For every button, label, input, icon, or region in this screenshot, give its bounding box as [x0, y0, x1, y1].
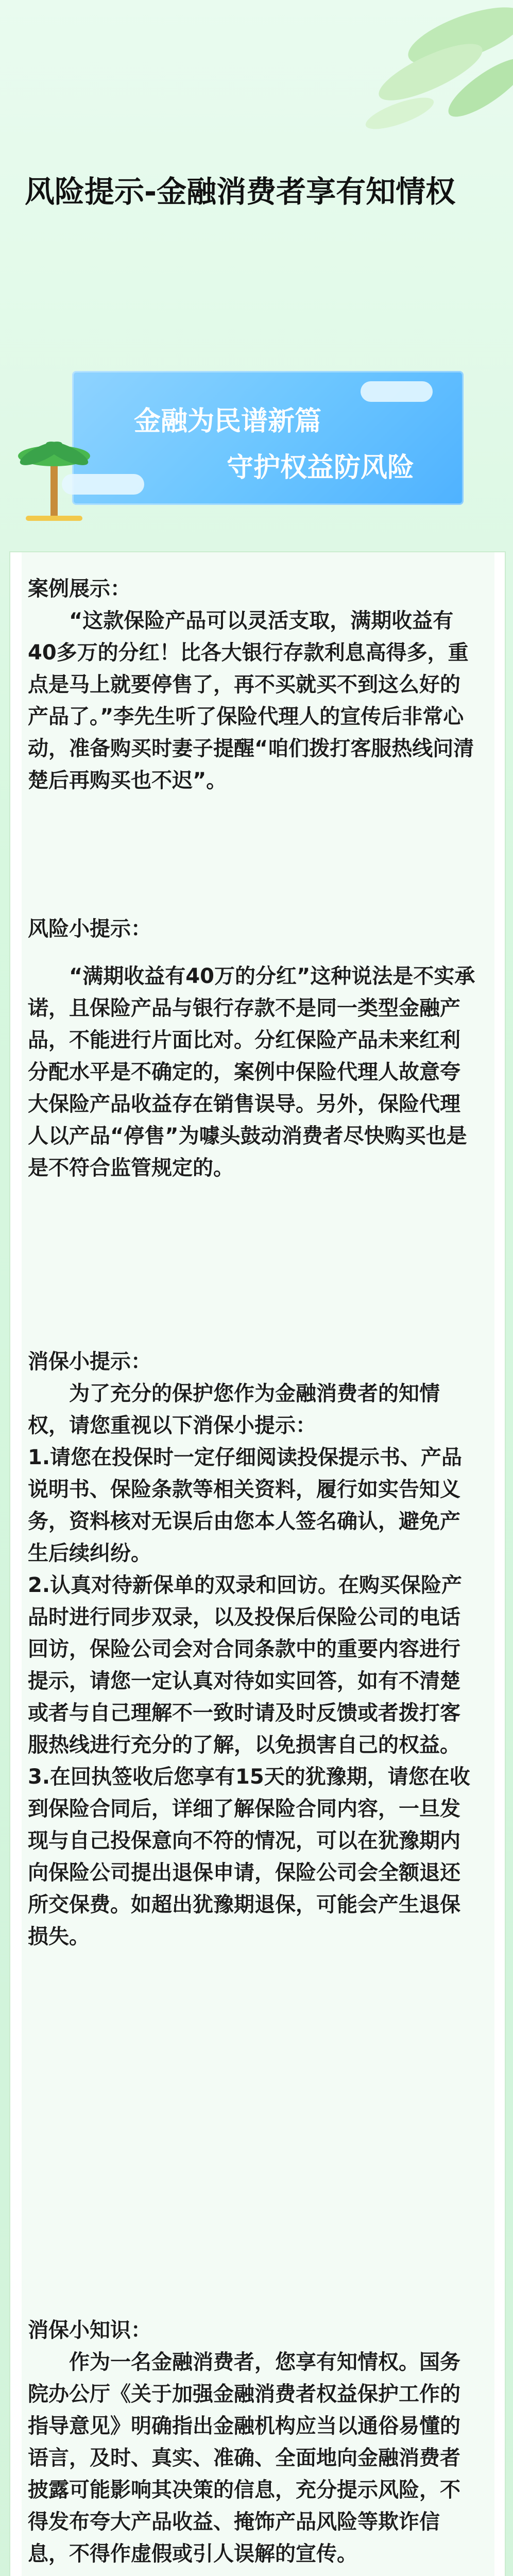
- knowledge-heading: 消保小知识：: [28, 2318, 151, 2342]
- leaf-decoration-icon: [297, 0, 513, 155]
- consumer-tip-item-3: 3.在回执签收后您享有15天的犹豫期，请您在收到保险合同后，详细了解保险合同内容，一旦发现与自己投保意向不符的情况，可以在犹豫期内向保险公司提出退保申请，保险公司会全额退还所交保费。如超出犹豫期退保，可能会产生退保损失。: [28, 1765, 470, 1948]
- consumer-tip-item-1: 1.请您在投保时一定仔细阅读投保提示书、产品说明书、保险条款等相关资料，履行如实告知义务，资料核对无误后由您本人签名确认，避免产生后续纠纷。: [28, 1446, 463, 1565]
- theme-banner: [72, 371, 464, 505]
- knowledge-text: 作为一名金融消费者，您享有知情权。国务院办公厅《关于加强金融消费者权益保护工作的指导意见》明确指出金融机构应当以通俗易懂的语言，及时、真实、准确、全面地向金融消费者披露可能影响其决策的信息，充分提示风险，不得发布夸大产品收益、掩饰产品风险等欺诈信息，不得作虚假或引人误解的宣传。: [28, 2350, 460, 2566]
- risk-tip-heading: 风险小提示：: [28, 917, 151, 941]
- consumer-tip-intro: 为了充分的保护您作为金融消费者的知情权，请您重视以下消保小提示：: [28, 1382, 440, 1437]
- page-title: 风险提示-金融消费者享有知情权: [25, 174, 456, 209]
- knowledge-section: [28, 2314, 476, 2570]
- case-text: “这款保险产品可以灵活支取，满期收益有40多万的分红！比各大银行存款利息高得多，重点是马上就要停售了，再不买就买不到这么好的产品了。”李先生听了保险代理人的宣传后非常心动，准备购买时妻子提醒“咱们拨打客服热线问清楚后再购买也不迟”。: [28, 609, 474, 792]
- banner-line-2: 守护权益防风险: [227, 452, 415, 483]
- consumer-tip-heading: 消保小提示：: [28, 1350, 151, 1374]
- case-heading: 案例展示：: [28, 577, 131, 601]
- consumer-protection-tip-section: [28, 1346, 476, 1953]
- risk-tip-text: “满期收益有40万的分红”这种说法是不实承诺，且保险产品与银行存款不是同一类型金融产品，不能进行片面比对。分红保险产品未来红利分配水平是不确定的，案例中保险代理人故意夸大保险产品收益存在销售误导。另外，保险代理人以产品“停售”为噱头鼓动消费者尽快购买也是是不符合监管规定的。: [28, 964, 475, 1180]
- article-card: [9, 551, 506, 2576]
- cloud-icon: [361, 381, 433, 402]
- palm-tree-icon: [15, 425, 93, 523]
- banner-line-1: 金融为民谱新篇: [134, 406, 322, 437]
- case-section: [28, 573, 476, 796]
- risk-tip-section: [28, 913, 476, 1184]
- consumer-tip-item-2: 2.认真对待新保单的双录和回访。在购买保险产品时进行同步双录，以及投保后保险公司的电话回访，保险公司会对合同条款中的重要内容进行提示，请您一定认真对待如实回答，如有不清楚或者与自己理解不一致时请及时反馈或者拨打客服热线进行充分的了解，以免损害自己的权益。: [28, 1573, 463, 1757]
